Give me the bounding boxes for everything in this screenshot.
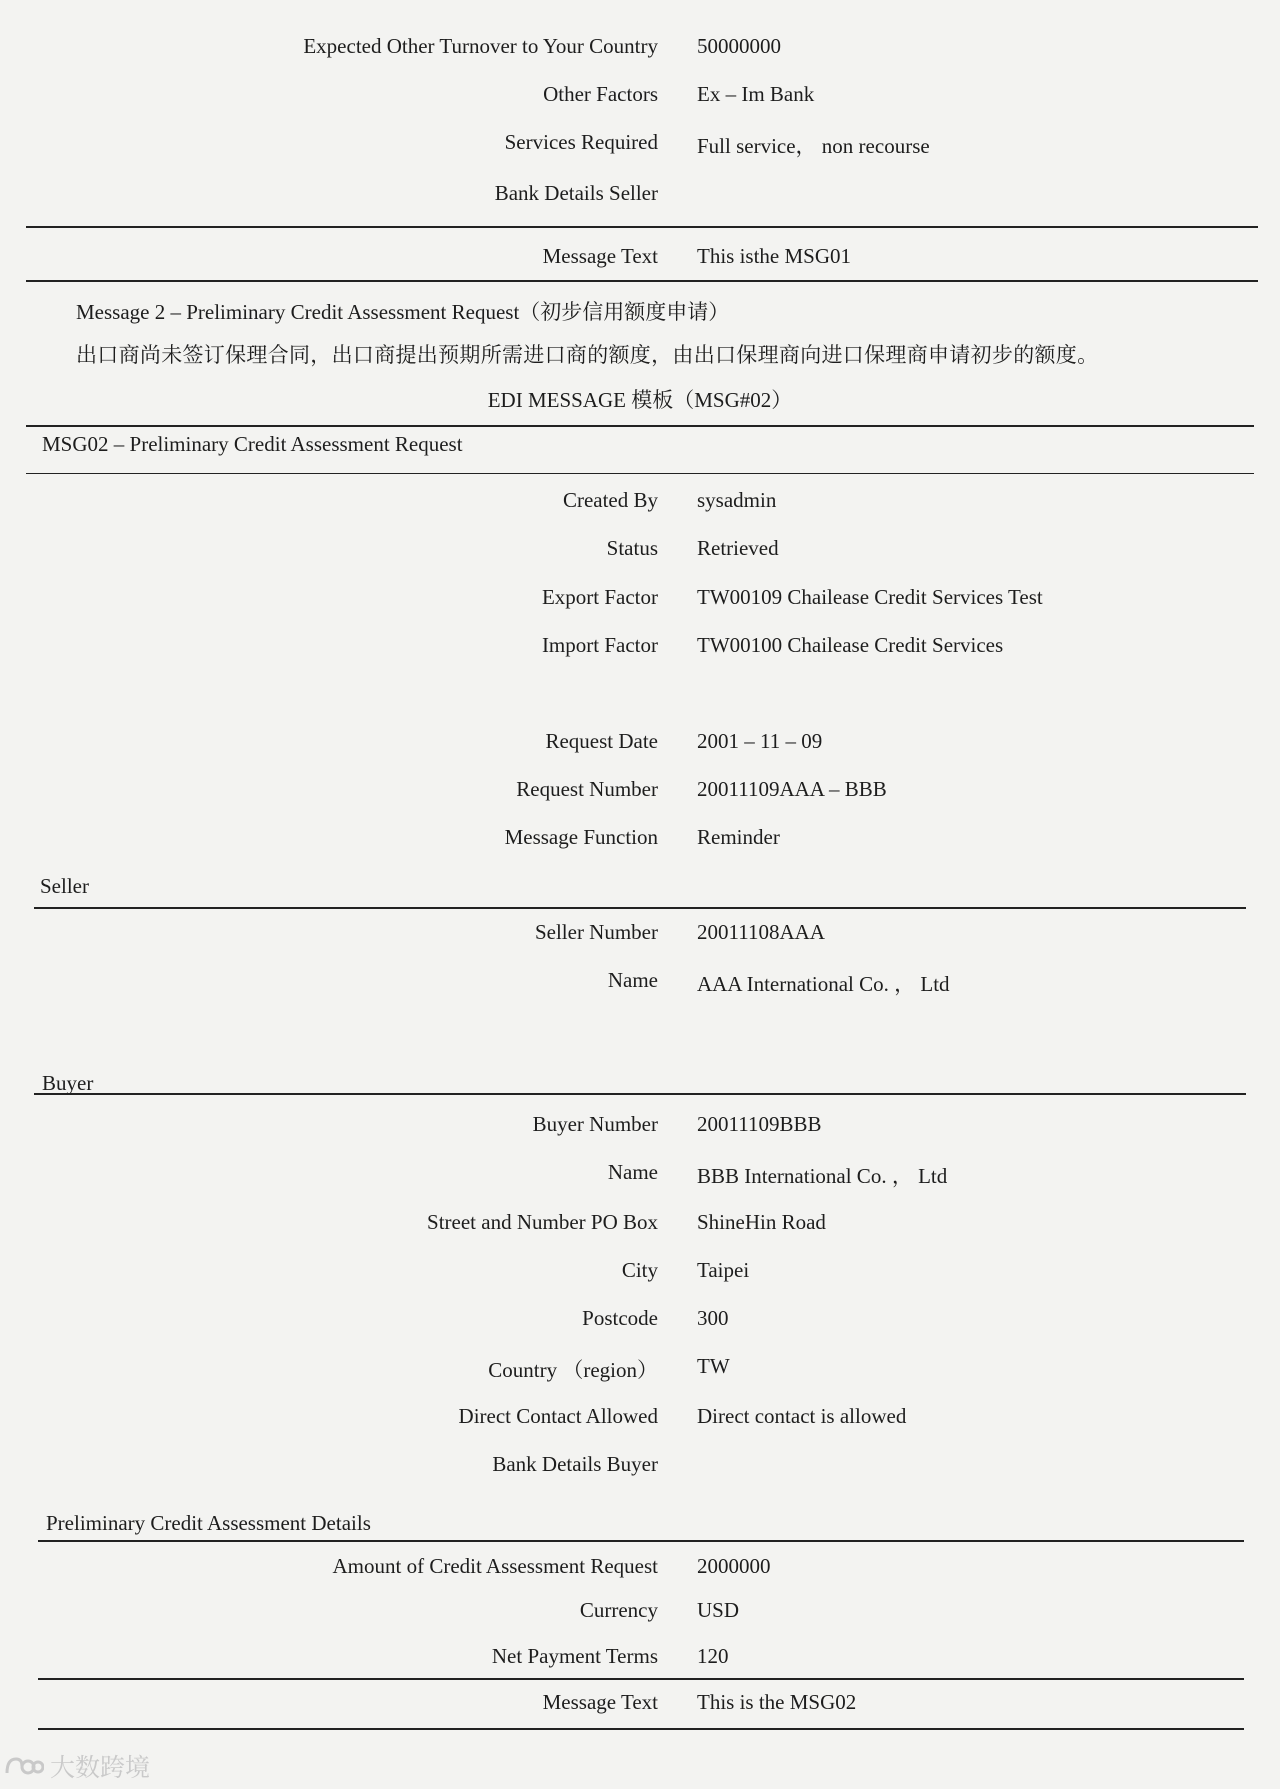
field-row	[0, 1598, 1280, 1638]
field-row	[0, 34, 1280, 74]
field-value: TW00109 Chailease Credit Services Test	[697, 585, 1043, 609]
seller-section-title: Seller	[40, 874, 89, 898]
field-row	[0, 825, 1280, 865]
divider	[38, 1728, 1244, 1730]
field-label: Bank Details Seller	[494, 181, 658, 205]
field-row	[0, 181, 1280, 221]
field-label: Amount of Credit Assessment Request	[332, 1554, 658, 1578]
field-row	[0, 536, 1280, 576]
field-value: This isthe MSG01	[697, 244, 852, 268]
field-row	[0, 130, 1280, 170]
field-value: TW00100 Chailease Credit Services	[697, 633, 1004, 657]
template-title: EDI MESSAGE 模板（MSG#02）	[487, 388, 793, 412]
field-row	[0, 585, 1280, 625]
field-label: Other Factors	[543, 82, 658, 106]
divider	[38, 1678, 1244, 1680]
field-label: Net Payment Terms	[491, 1644, 658, 1668]
field-label: Bank Details Buyer	[492, 1452, 658, 1476]
field-value: Ex – Im Bank	[697, 82, 815, 106]
field-label: Message Text	[542, 244, 658, 268]
message-text-row	[0, 244, 1280, 284]
field-label: Created By	[562, 488, 658, 512]
field-row	[0, 1354, 1280, 1394]
field-row	[0, 920, 1280, 960]
field-value: TW	[697, 1354, 730, 1378]
field-label: Buyer Number	[532, 1112, 658, 1136]
field-value: 300	[697, 1306, 729, 1330]
field-label: Services Required	[504, 130, 658, 154]
field-label: Request Date	[545, 729, 658, 753]
field-row	[0, 968, 1280, 1008]
field-label: Name	[607, 1160, 658, 1184]
field-row	[0, 1306, 1280, 1346]
field-value: Retrieved	[697, 536, 779, 560]
brand-logo-icon	[4, 1753, 44, 1779]
field-label: Export Factor	[541, 585, 658, 609]
buyer-section-title: Buyer	[42, 1071, 94, 1095]
field-value: Direct contact is allowed	[697, 1404, 907, 1428]
watermark-text: 大数跨境	[50, 1753, 151, 1782]
field-label: Direct Contact Allowed	[458, 1404, 658, 1428]
msg02-title: MSG02 – Preliminary Credit Assessment Request	[42, 432, 463, 456]
field-row	[0, 1452, 1280, 1492]
field-value: Reminder	[697, 825, 780, 849]
field-label: Import Factor	[541, 633, 658, 657]
field-row	[0, 729, 1280, 769]
divider	[26, 280, 1258, 282]
divider	[26, 473, 1254, 474]
message-text-row	[0, 1690, 1280, 1730]
divider	[38, 1540, 1244, 1542]
message2-description: 出口商尚未签订保理合同，出口商提出预期所需进口商的额度，由出口保理商向进口保理商申请初步的额度。	[76, 343, 1099, 367]
field-value: Full service， non recourse	[697, 134, 930, 158]
field-row	[0, 633, 1280, 673]
field-value: USD	[697, 1598, 740, 1622]
field-value: 20011109AAA – BBB	[697, 777, 887, 801]
details-section-title: Preliminary Credit Assessment Details	[46, 1511, 371, 1535]
field-value: sysadmin	[697, 488, 777, 512]
field-label: Message Text	[542, 1690, 658, 1714]
field-value: This is the MSG02	[697, 1690, 857, 1714]
field-row	[0, 1258, 1280, 1298]
field-value: 2001 – 11 – 09	[697, 729, 823, 753]
field-value: Taipei	[697, 1258, 750, 1282]
field-value: 20011109BBB	[697, 1112, 822, 1136]
field-row	[0, 1112, 1280, 1152]
field-label: Expected Other Turnover to Your Country	[303, 34, 658, 58]
divider	[26, 425, 1254, 427]
field-row	[0, 1160, 1280, 1200]
field-value: 50000000	[697, 34, 781, 58]
field-label: Street and Number PO Box	[427, 1210, 658, 1234]
field-label: Request Number	[516, 777, 658, 801]
field-label: Country （region）	[488, 1358, 658, 1382]
field-row	[0, 82, 1280, 122]
divider	[34, 1093, 1246, 1095]
field-row	[0, 1210, 1280, 1250]
field-row	[0, 1404, 1280, 1444]
field-label: Postcode	[582, 1306, 658, 1330]
field-value: 120	[697, 1644, 729, 1668]
field-label: Currency	[579, 1598, 658, 1622]
field-row	[0, 1554, 1280, 1594]
field-label: City	[621, 1258, 658, 1282]
field-row	[0, 777, 1280, 817]
field-label: Message Function	[504, 825, 658, 849]
divider	[34, 907, 1246, 909]
divider	[26, 226, 1258, 228]
field-value: ShineHin Road	[697, 1210, 826, 1234]
field-value: AAA International Co. ， Ltd	[697, 972, 950, 996]
field-row	[0, 488, 1280, 528]
field-value: 20011108AAA	[697, 920, 825, 944]
field-value: BBB International Co. ， Ltd	[697, 1164, 948, 1188]
field-label: Status	[606, 536, 658, 560]
field-label: Seller Number	[534, 920, 658, 944]
field-value: 2000000	[697, 1554, 771, 1578]
message2-heading: Message 2 – Preliminary Credit Assessment Request（初步信用额度申请）	[76, 300, 730, 324]
field-label: Name	[607, 968, 658, 992]
watermark	[4, 1748, 150, 1784]
